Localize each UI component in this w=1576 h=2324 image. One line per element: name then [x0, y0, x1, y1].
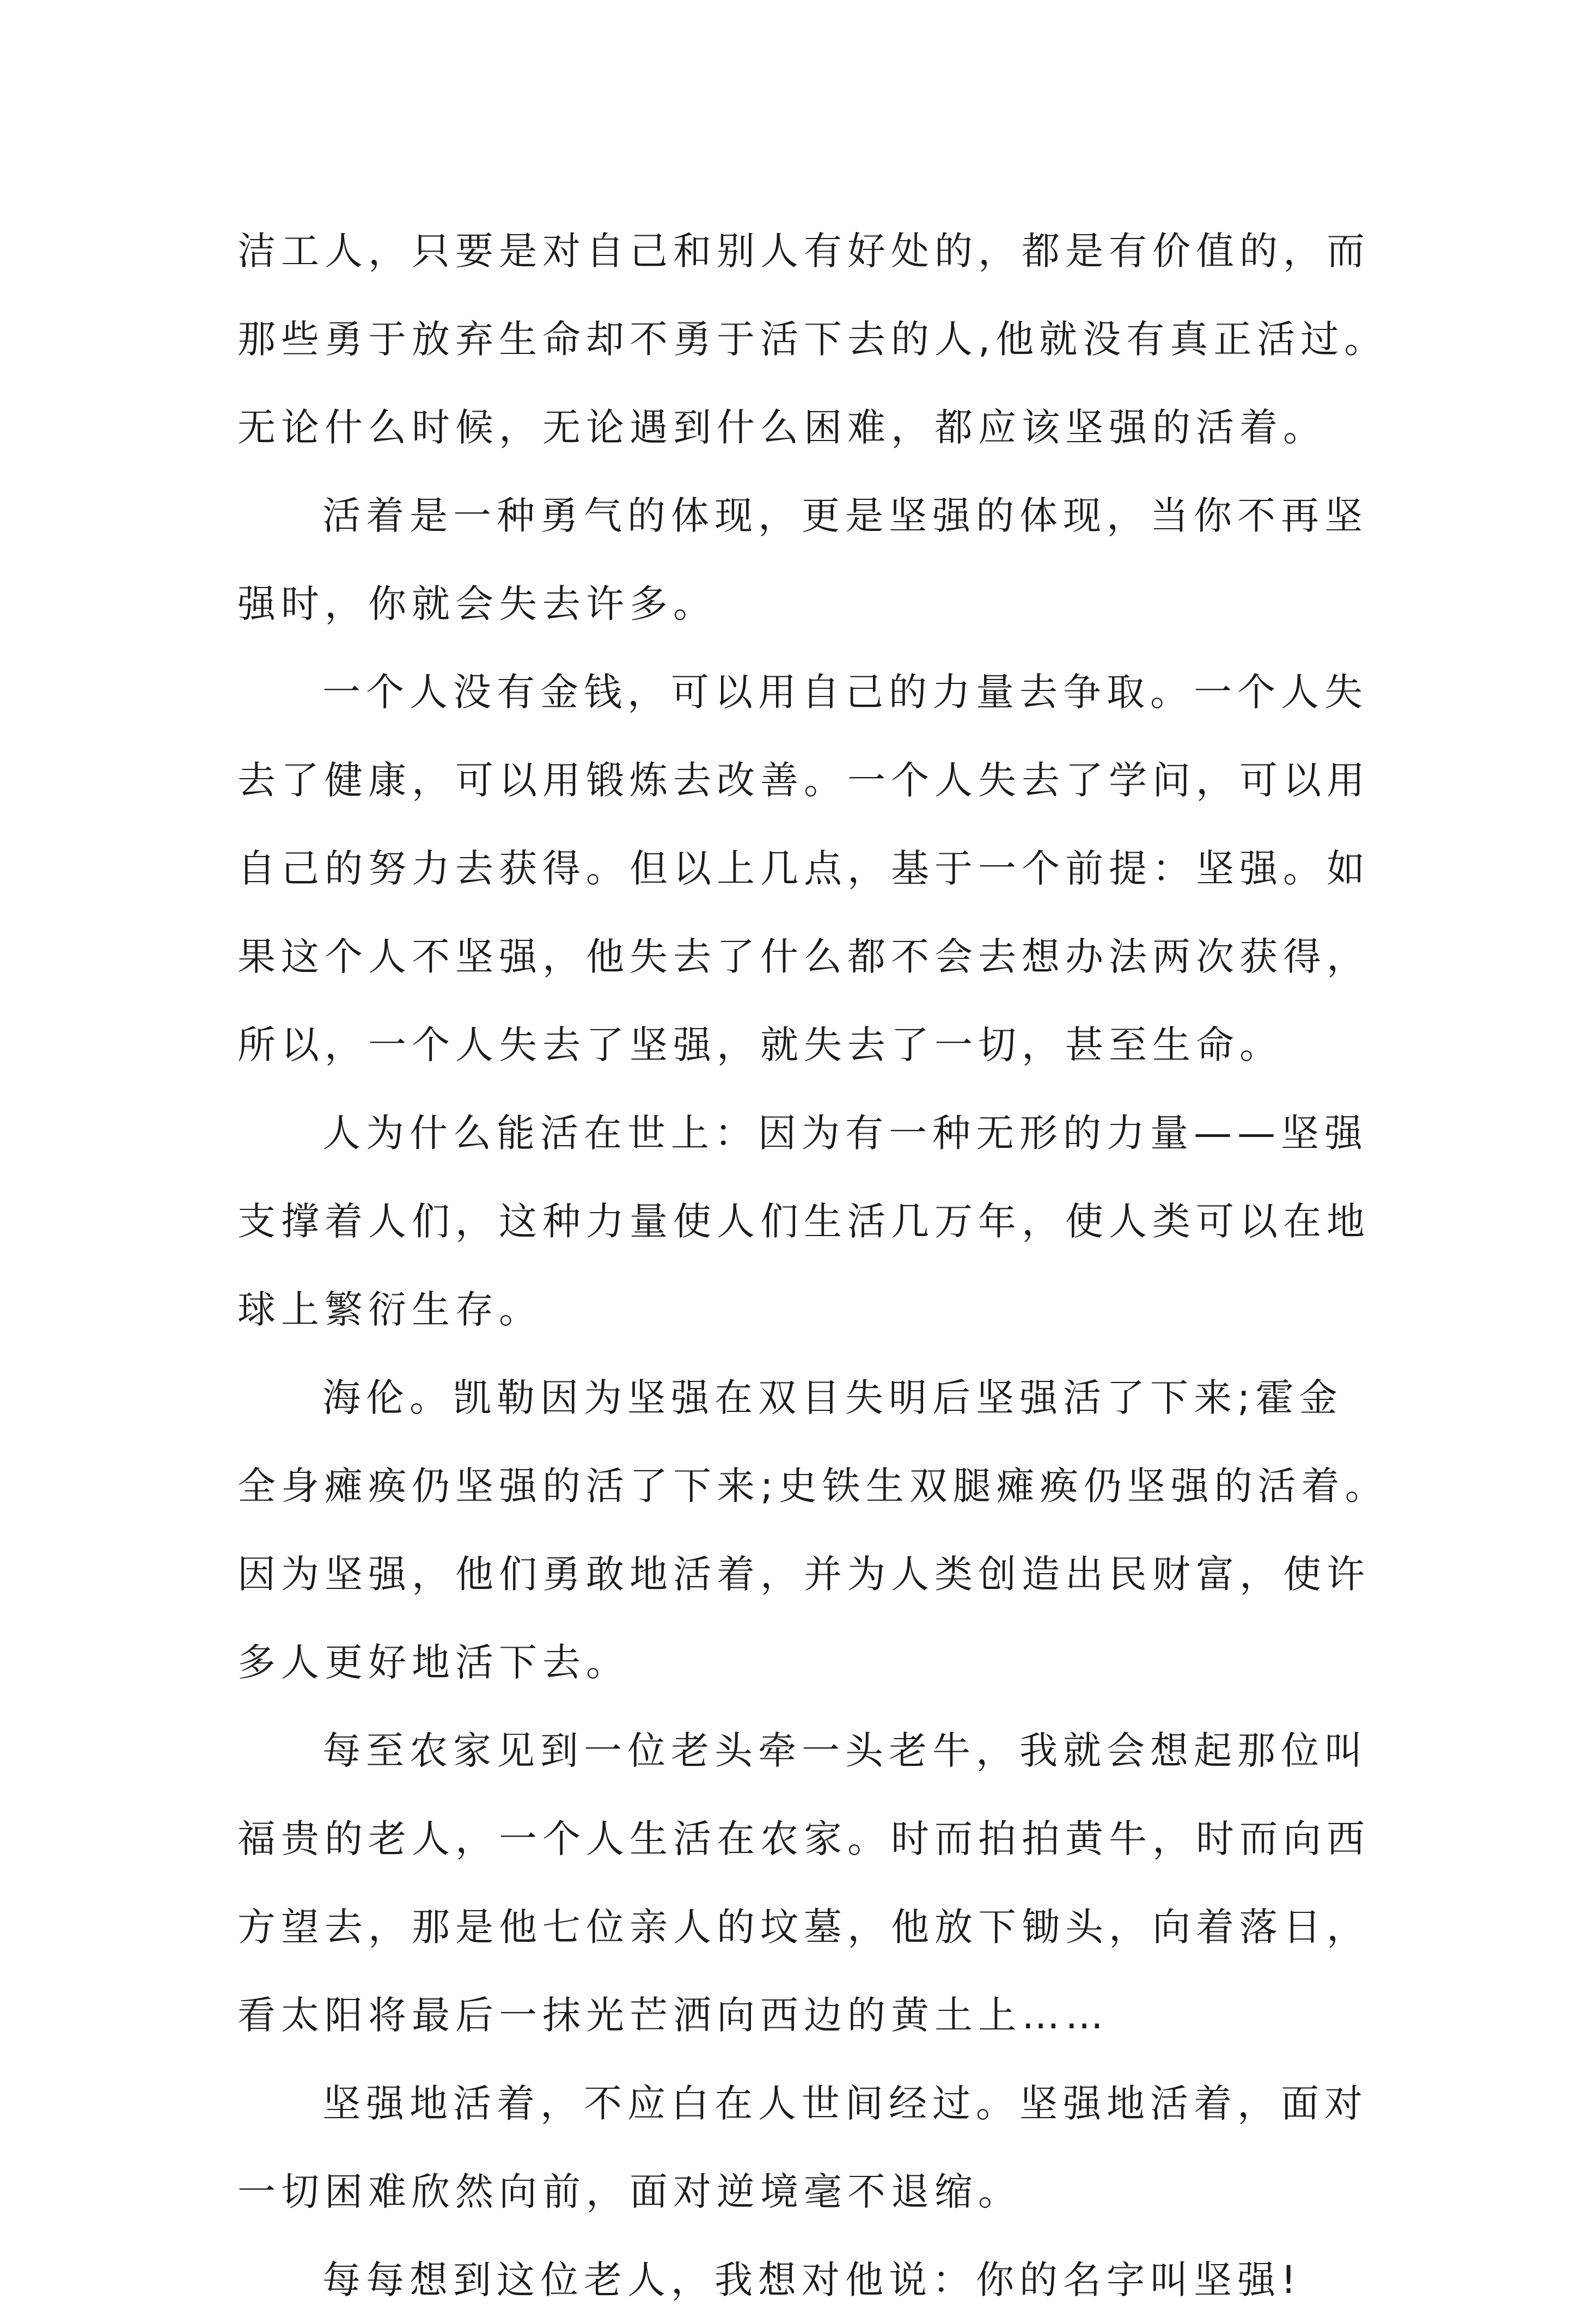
text-line: 方望去，那是他七位亲人的坟墓，他放下锄头，向着落日，: [237, 1905, 1370, 1949]
text-line: 无论什么时候，无论遇到什么困难，都应该坚强的活着。: [237, 405, 1327, 450]
paragraph-first-line: 每至农家见到一位老头牵一头老牛，我就会想起那位叫: [322, 1728, 1368, 1773]
text-line: 自己的努力去获得。但以上几点，基于一个前提：坚强。如: [237, 846, 1370, 891]
paragraph-first-line: 每每想到这位老人，我想对他说：你的名字叫坚强!: [322, 2258, 1302, 2302]
text-line: 果这个人不坚强，他失去了什么都不会去想办法两次获得，: [237, 934, 1370, 979]
text-line: 因为坚强，他们勇敢地活着，并为人类创造出民财富，使许: [237, 1552, 1370, 1597]
text-line: 强时，你就会失去许多。: [237, 582, 717, 626]
text-line: 一切困难欣然向前，面对逆境毫不退缩。: [237, 2169, 1022, 2214]
text-line: 全身瘫痪仍坚强的活了下来;史铁生双腿瘫痪仍坚强的活着。: [237, 1464, 1389, 1508]
text-line: 洁工人，只要是对自己和别人有好处的，都是有价值的，而: [237, 229, 1370, 273]
paragraph-first-line: 人为什么能活在世上：因为有一种无形的力量——坚强: [322, 1111, 1368, 1155]
paragraph-first-line: 坚强地活着，不应白在人世间经过。坚强地活着，面对: [322, 2081, 1368, 2126]
document-body: [237, 207, 1397, 2324]
text-line: 福贵的老人，一个人生活在农家。时而拍拍黄牛，时而向西: [237, 1817, 1370, 1861]
paragraph-first-line: 一个人没有金钱，可以用自己的力量去争取。一个人失: [322, 670, 1368, 714]
text-line: 支撑着人们，这种力量使人们生活几万年，使人类可以在地: [237, 1199, 1370, 1244]
text-line: 多人更好地活下去。: [237, 1640, 630, 1685]
text-line: 那些勇于放弃生命却不勇于活下去的人,他就没有真正活过。: [237, 317, 1388, 362]
text-line: 所以，一个人失去了坚强，就失去了一切，甚至生命。: [237, 1023, 1283, 1067]
paragraph-first-line: 活着是一种勇气的体现，更是坚强的体现，当你不再坚: [322, 493, 1368, 538]
paragraph-first-line: 海伦。凯勒因为坚强在双目失明后坚强活了下来;霍金: [322, 1375, 1343, 1420]
text-line: 看太阳将最后一抹光芒洒向西边的黄土上……: [237, 1993, 1109, 2038]
text-line: 去了健康，可以用锻炼去改善。一个人失去了学问，可以用: [237, 758, 1370, 803]
text-line: 球上繁衍生存。: [237, 1287, 542, 1332]
